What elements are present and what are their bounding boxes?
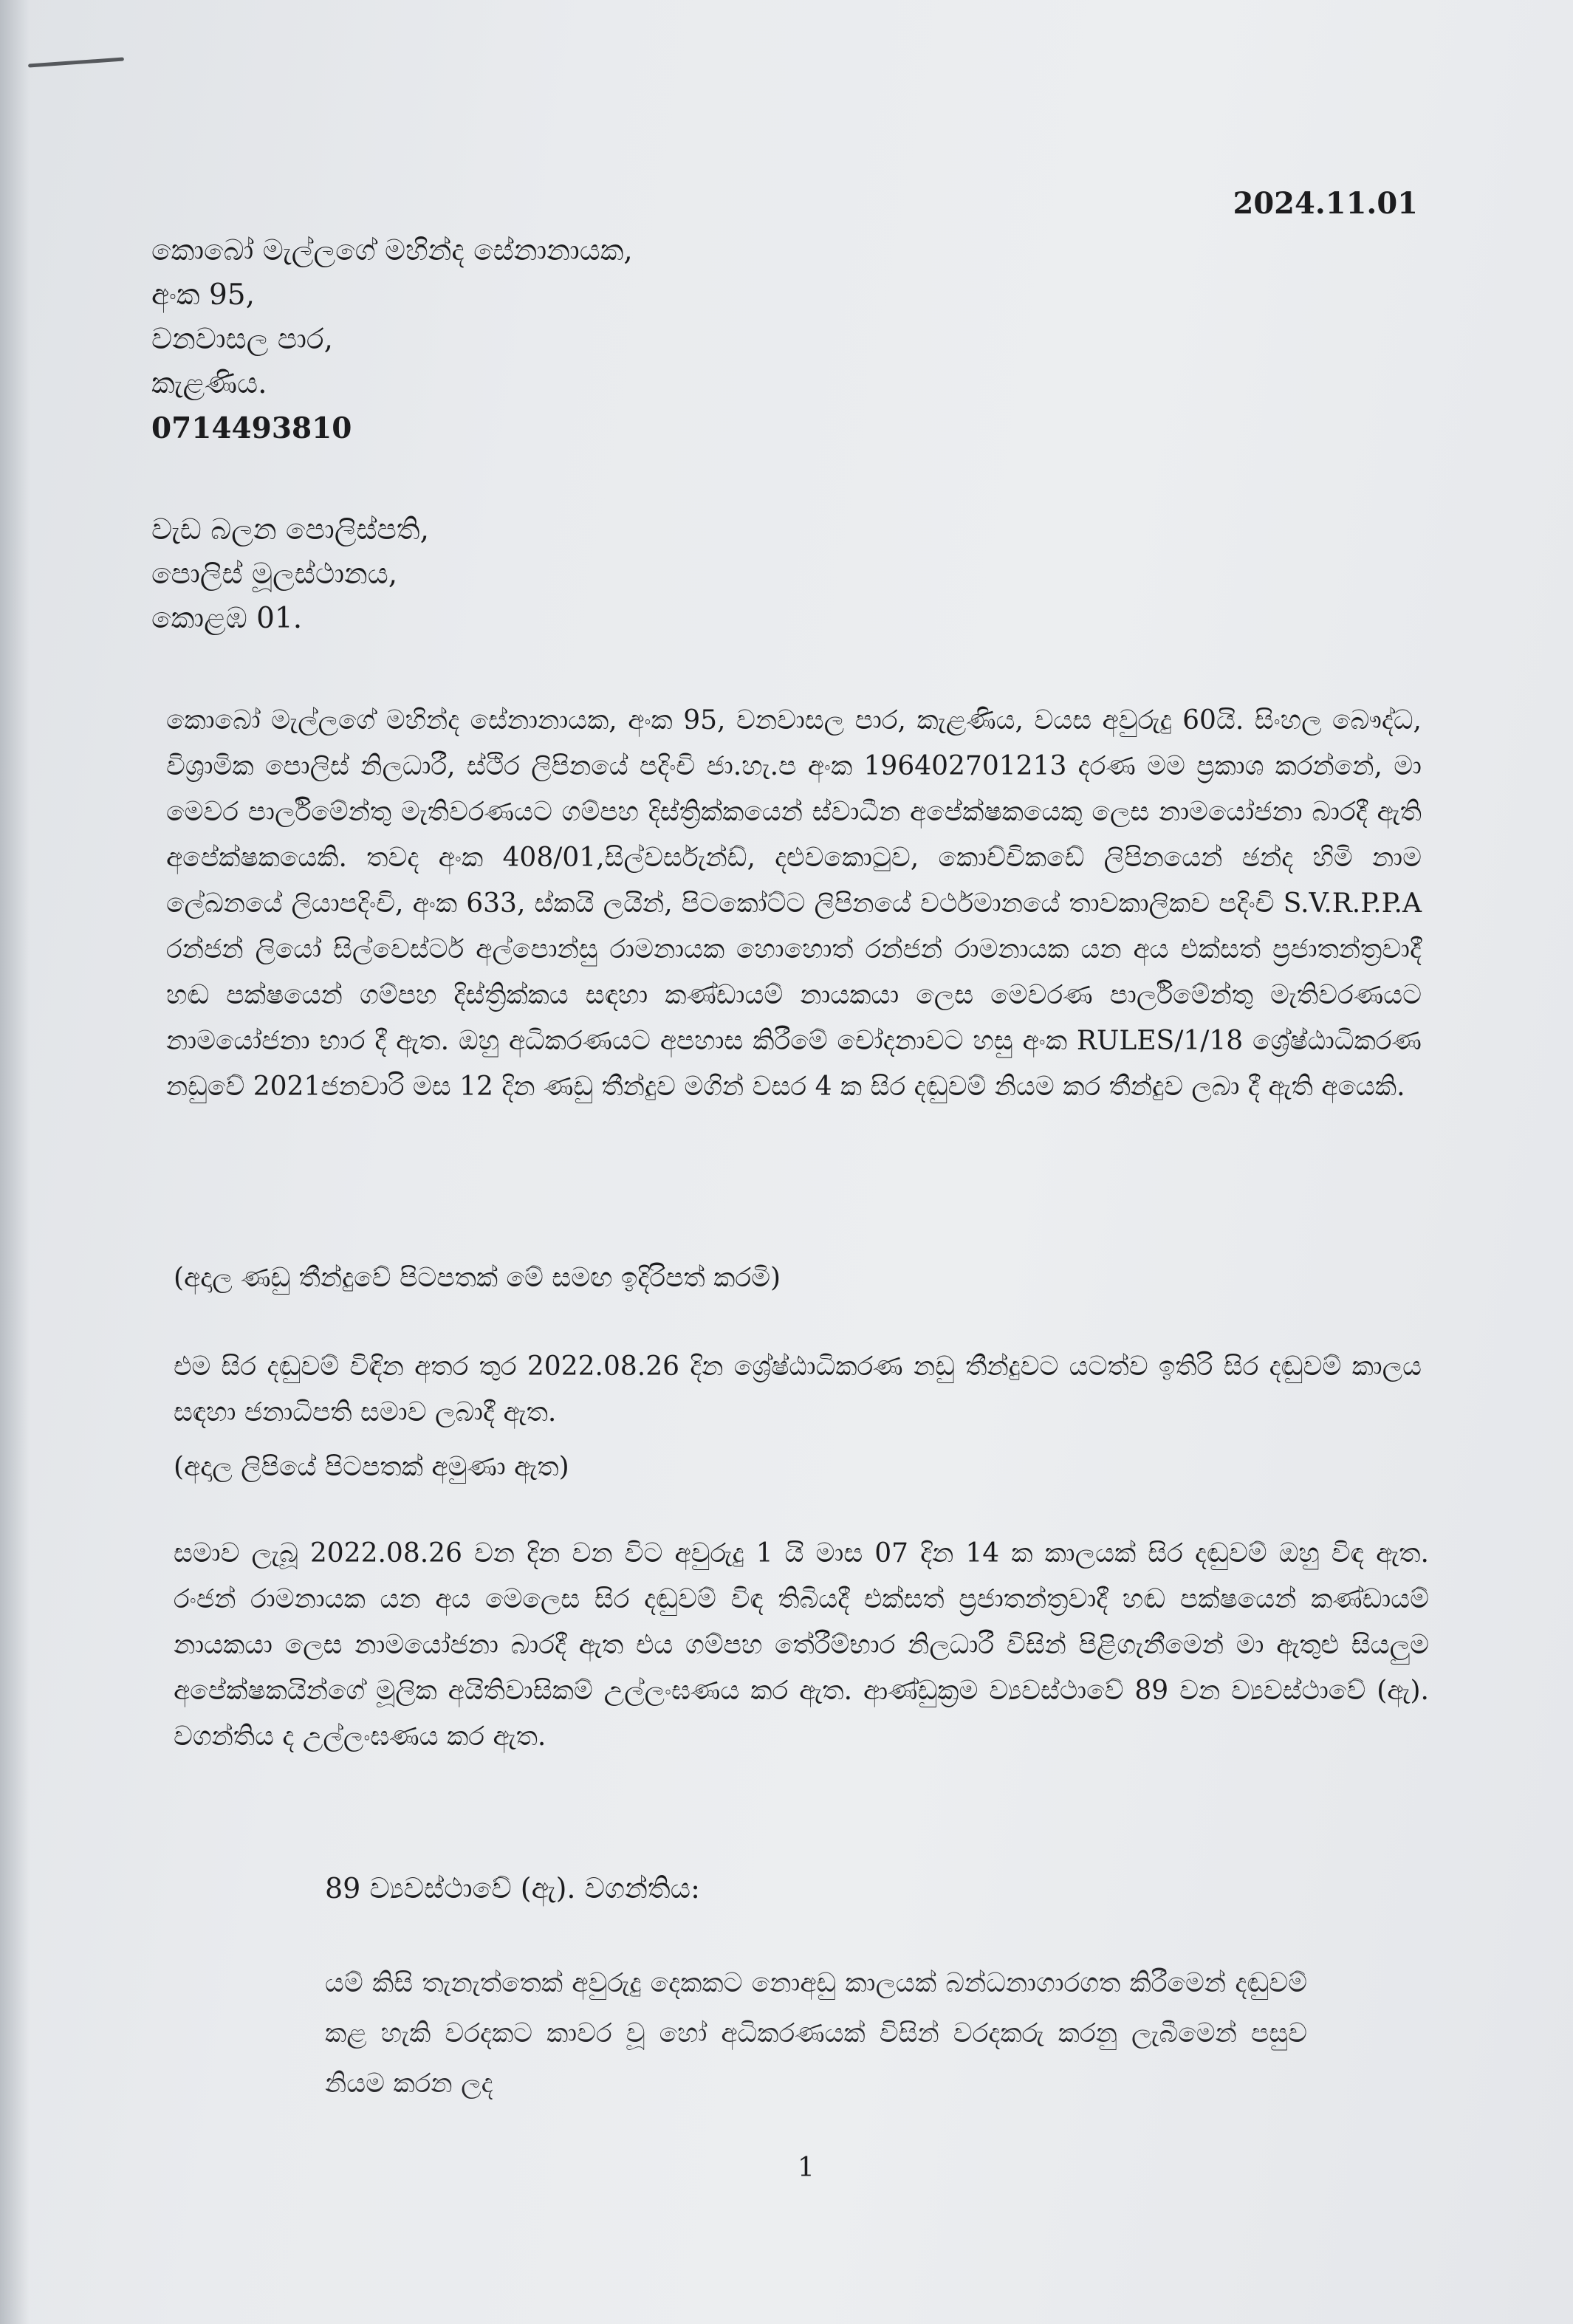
sender-name: කොබෝ මැල්ලගේ මහින්ද සේනානායක, (151, 234, 633, 267)
recipient-office: පොලිස් මූලස්ථානය, (151, 558, 398, 591)
note-1: (අදාල ණඩු තීන්දුවේ පිටපතක් මේ සමඟ ඉදිරිපත් කරමි) (174, 1263, 781, 1293)
recipient-address (151, 508, 429, 641)
paragraph-1: කොබෝ මැල්ලගේ මහින්ද සේනානායක, අංක 95, වනවාසල පාර, කැළණිය, වයස අවුරුදු 60යි. සිංහල බෞද්ධ, විශ්‍රාමික පොලිස් නිලධාරී, ස්ථිර ලිපිනයේ පදිංචි ජා.හැ.ප අංක 196402701213 දරණ මම ප්‍රකාශ කරන්නේ, මා මෙවර පාර්ලිමේන්තු මැතිවරණයට ගම්පහ දිස්ත්‍රික්කයෙන් ස්වාධීන අපේක්ෂකයෙකු ලෙස නාමයෝජනා බාරදී ඇති අපේක්ෂකයෙකි. තවද අංක 408/01,සිල්වර්සැන්ඩ්, දළුවකොටුව, කොච්චිකඩේ ලිපිනයෙන් ඡන්ද හිමි නාම ලේඛනයේ ලියාපදිංචි, අංක 633, ස්කයි ලයින්, පිටකෝට්ට ලිපිනයේ වර්ථමානයේ තාවකාලිකව පදිංචි S.V.R.P.P.A රන්ජන් ලියෝ සිල්වෙස්ටර් අල්පොන්සු රාමනායක හොහොත් රන්ජන් රාමනායක යන අය එක්සත් ප්‍රජාතන්ත්‍රවාදී හඬ පක්ෂයෙන් ගම්පහ දිස්ත්‍රික්කය සඳහා කණ්ඩායම් නායකයා ලෙස මෙවරණ පාර්ලිමේන්තු මැතිවරණයට නාමයෝජනා භාර දී ඇත. ඔහු අධිකරණයට අපහාස කිරීමේ චෝදනාවට හසු අංක RULES/1/18 ශ්‍රේෂ්ඨාධිකරණ නඩුවේ 2021ජනවාරි මස 12 දින ණඩු තීන්දුව මගින් වසර 4 ක සිර දඬුවම් නියම කර තීන්දුව ලබා දී ඇති අයෙකි. (166, 705, 1422, 1102)
recipient-city: කොළඹ 01. (151, 602, 303, 635)
sender-number: අංක 95, (151, 278, 256, 312)
quote-heading: 89 ව්‍යවස්ථාවේ (ඇ). වගන්තිය: (325, 1872, 700, 1905)
sender-phone: 0714493810 (151, 411, 352, 445)
sender-city: කැළණිය. (151, 367, 267, 400)
letter-date: 2024.11.01 (1233, 186, 1418, 221)
recipient-title: වැඩ බලන පොලිස්පති, (151, 513, 429, 546)
page-number: 1 (798, 2153, 815, 2183)
sender-address (151, 229, 633, 450)
pen-mark (28, 57, 124, 67)
note-2: (අදාල ලිපියේ පිටපතක් අමුණා ඇත) (174, 1452, 569, 1482)
paragraph-2: එම සිර දඬුවම් විඳින අතර තුර 2022.08.26 දින ශ්‍රේෂ්ඨාධිකරණ නඩු තීන්දුවට යටත්ව ඉතිරි සිර දඬුවම් කාලය සඳහා ජනාධිපති සමාව ලබාදී ඇත. (174, 1351, 1422, 1427)
sender-road: වනවාසල පාර, (151, 323, 333, 356)
page-edge-shadow (0, 0, 30, 2324)
quote-text: යම් කිසි තැනැත්තෙක් අවුරුදු දෙකකට නොඅඩු කාලයක් බන්ධනාගාරගත කිරීමෙන් දඬුවම් කළ හැකි වරදකට කාවර වූ හෝ අධිකරණයක් විසින් වරදකරු කරනු ලැබීමෙන් පසුව නියම කරන ලද (325, 1968, 1307, 2099)
paragraph-3: සමාව ලැබූ 2022.08.26 වන දින වන විට අවුරුදු 1 යි මාස 07 දින 14 ක කාලයක් සිර දඬුවම් ඔහු විඳ ඇත. රංජන් රාමනායක යන අය මෙලෙස සිර දඬුවම් විඳ තිබියදී එක්සත් ප්‍රජාතන්ත්‍රවාදී හඬ පක්ෂයෙන් කණ්ඩායම් නායකයා ලෙස නාමයෝජනා බාරදී ඇත එය ගම්පහ තේරීම්භාර නිලධාරී විසින් පිළිගැනීමෙන් මා ඇතුළු සියලුම අපේක්ෂකයින්ගේ මූලික අයිතිවාසිකම් උල්ලංඝණය කර ඇත. ආණ්ඩුක්‍රම ව්‍යවස්ථාවේ 89 වන ව්‍යවස්ථාවේ (ඇ). වගන්තිය ද උල්ලංඝණය කර ඇත. (174, 1538, 1429, 1752)
